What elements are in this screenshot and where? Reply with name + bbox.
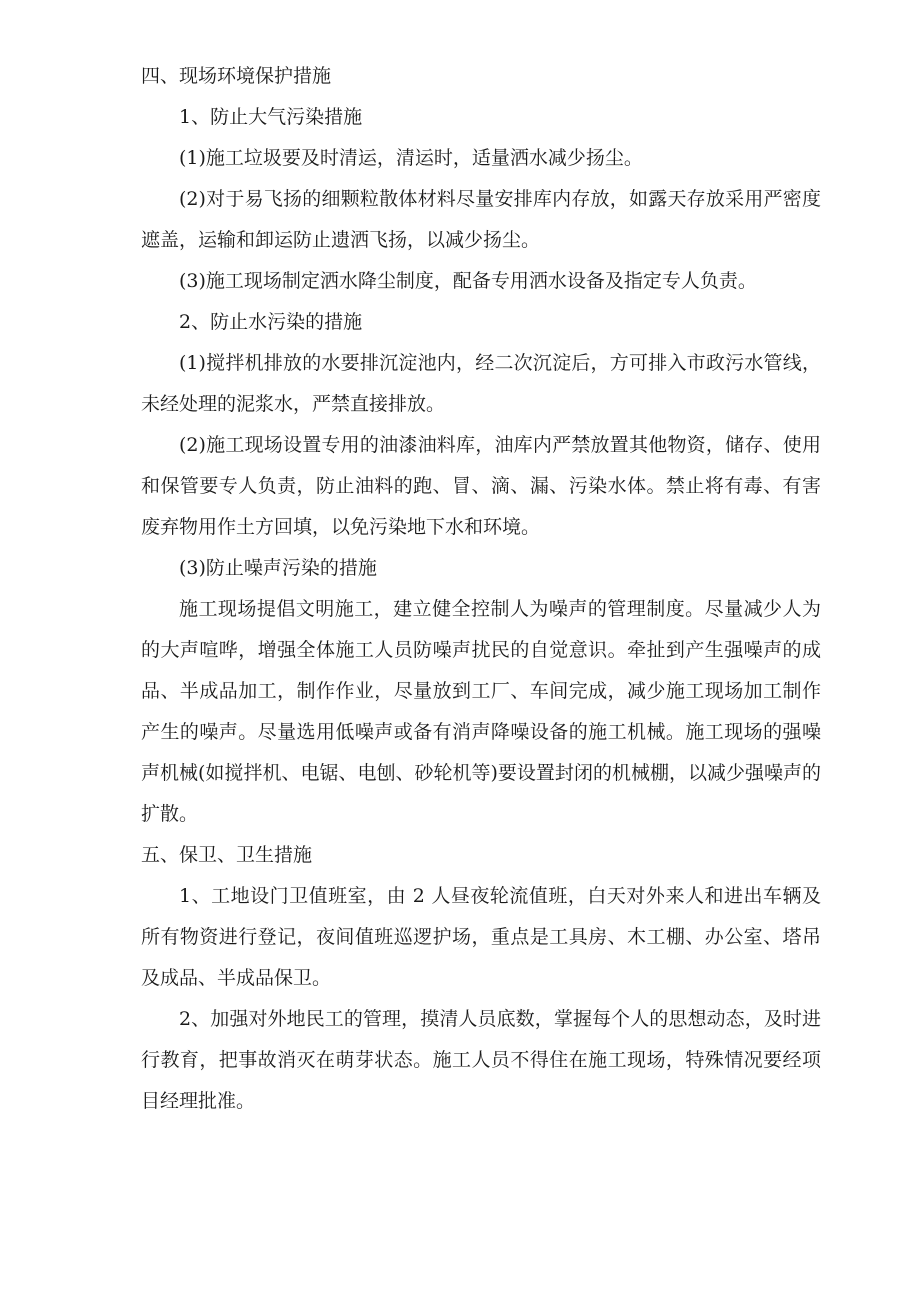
paragraph-air-item-3: (3)施工现场制定洒水降尘制度，配备专用洒水设备及指定专人负责。 <box>179 270 757 292</box>
paragraph-security-item-1: 1、工地设门卫值班室，由 2 人昼夜轮流值班，白天对外来人和进出车辆及所有物资进行登记，夜间值班巡逻护场，重点是工具房、木工棚、办公室、塔吊及成品、半成品保卫。 <box>141 885 821 989</box>
subheading-water-pollution: 2、防止水污染的措施 <box>179 311 363 333</box>
paragraph-noise: 施工现场提倡文明施工，建立健全控制人为噪声的管理制度。尽量减少人为的大声喧哗，增强全体施工人员防噪声扰民的自觉意识。牵扯到产生强噪声的成品、半成品加工，制作作业，尽量放到工厂、车间完成，减少施工现场加工制作产生的噪声。尽量选用低噪声或备有消声降噪设备的施工机械。施工现场的强噪声机械(如搅拌机、电锯、电刨、砂轮机等)要设置封闭的机械棚，以减少强噪声的扩散。 <box>141 598 821 825</box>
subheading-noise-pollution: (3)防止噪声污染的措施 <box>179 557 377 579</box>
section-heading-security: 五、保卫、卫生措施 <box>141 844 313 866</box>
paragraph-security-item-2: 2、加强对外地民工的管理，摸清人员底数，掌握每个人的思想动态，及时进行教育，把事故消灭在萌芽状态。施工人员不得住在施工现场，特殊情况要经项目经理批准。 <box>141 1008 821 1112</box>
paragraph-water-item-2: (2)施工现场设置专用的油漆油料库，油库内严禁放置其他物资，储存、使用和保管要专人负责，防止油料的跑、冒、滴、漏、污染水体。禁止将有毒、有害废弃物用作土方回填，以免污染地下水和环境。 <box>141 434 821 538</box>
document-body <box>141 56 821 1122</box>
paragraph-air-item-2: (2)对于易飞扬的细颗粒散体材料尽量安排库内存放，如露天存放采用严密度遮盖，运输和卸运防止遗洒飞扬，以减少扬尘。 <box>141 188 821 251</box>
section-heading-environment: 四、现场环境保护措施 <box>141 65 332 87</box>
paragraph-water-item-1: (1)搅拌机排放的水要排沉淀池内，经二次沉淀后，方可排入市政污水管线，未经处理的泥浆水，严禁直接排放。 <box>141 352 821 415</box>
paragraph-air-item-1: (1)施工垃圾要及时清运，清运时，适量洒水减少扬尘。 <box>179 147 643 169</box>
subheading-air-pollution: 1、防止大气污染措施 <box>179 106 363 128</box>
